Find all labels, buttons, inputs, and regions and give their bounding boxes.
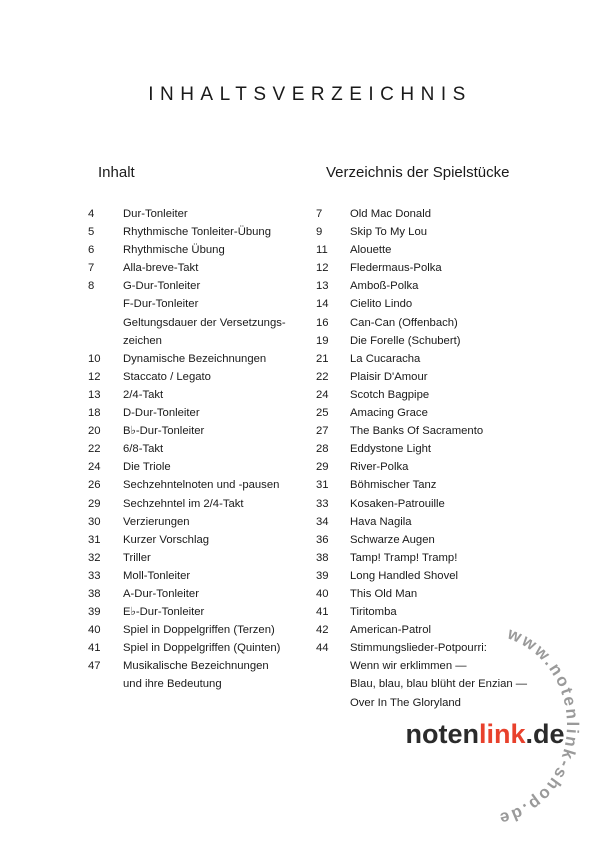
contents-entry-title: Sechzehntel im 2/4-Takt [123, 497, 244, 510]
contents-entry-title: A-Dur-Tonleiter [123, 587, 199, 600]
piece-page-number: 33 [316, 497, 329, 510]
contents-row [88, 621, 308, 639]
piece-row [316, 440, 566, 458]
piece-row [316, 350, 566, 368]
watermark-ring-text: www.notenlink-shop.de [495, 623, 583, 829]
piece-entry-title: Hava Nagila [350, 515, 412, 528]
contents-page-number: 24 [88, 461, 101, 474]
piece-row [316, 549, 566, 567]
contents-row [88, 639, 308, 657]
piece-entry-title: Amacing Grace [350, 407, 428, 420]
piece-row [316, 314, 566, 332]
piece-page-number: 11 [316, 244, 328, 257]
piece-page-number: 19 [316, 334, 329, 347]
contents-page-number [88, 314, 123, 332]
contents-page-number: 22 [88, 443, 101, 456]
contents-row [88, 585, 308, 603]
contents-row [88, 332, 308, 350]
contents-entry-title: Sechzehntelnoten und -pausen [123, 479, 280, 492]
contents-page-number: 32 [88, 551, 101, 564]
contents-row [88, 422, 308, 440]
contents-page-number: 40 [88, 624, 101, 637]
contents-page-number: 13 [88, 388, 101, 401]
watermark-stamp [385, 615, 585, 835]
contents-entry-title: Musikalische Bezeichnungen [123, 660, 269, 673]
contents-page-number: 7 [88, 262, 95, 275]
contents-page-number [88, 675, 123, 693]
contents-entry-title: Verzierungen [123, 515, 190, 528]
piece-entry-title: Kosaken-Patrouille [350, 497, 445, 510]
piece-row [316, 404, 566, 422]
contents-entry-title: Alla-breve-Takt [123, 262, 199, 275]
contents-entry-title: 6/8-Takt [123, 443, 164, 456]
piece-row [316, 422, 566, 440]
piece-page-number: 40 [316, 587, 329, 600]
piece-page-number [316, 675, 350, 693]
piece-entry-title: Böhmischer Tanz [350, 479, 437, 492]
piece-entry-title: Alouette [350, 244, 392, 257]
contents-entry-title: F-Dur-Tonleiter [123, 298, 199, 311]
piece-row [316, 295, 566, 313]
contents-page-number: 31 [88, 533, 101, 546]
piece-page-number: 25 [316, 407, 329, 420]
piece-page-number: 14 [316, 298, 329, 311]
contents-row [88, 513, 308, 531]
piece-page-number: 36 [316, 533, 329, 546]
piece-page-number [316, 694, 350, 712]
contents-page-number: 41 [88, 642, 101, 655]
piece-row [316, 567, 566, 585]
contents-page-number: 6 [88, 244, 95, 257]
piece-row [316, 205, 566, 223]
piece-page-number: 41 [316, 606, 329, 619]
piece-row [316, 476, 566, 494]
piece-page-number: 42 [316, 624, 329, 637]
piece-row [316, 332, 566, 350]
contents-entry-title: Dur-Tonleiter [123, 208, 188, 220]
contents-heading: Inhalt [98, 164, 135, 181]
piece-page-number [316, 657, 350, 675]
contents-row [88, 205, 308, 223]
contents-entry-title: 2/4-Takt [123, 388, 164, 401]
piece-entry-title: Old Mac Donald [350, 208, 431, 220]
contents-entry-title: Geltungsdauer der Versetzungs- [123, 316, 286, 329]
piece-page-number: 22 [316, 370, 329, 383]
piece-entry-title: Schwarze Augen [350, 533, 435, 546]
contents-page-number: 4 [88, 208, 95, 220]
piece-row [316, 223, 566, 241]
piece-page-number: 9 [316, 226, 323, 239]
piece-entry-title: Tiritomba [350, 606, 397, 619]
contents-page-number: 39 [88, 606, 101, 619]
piece-row [316, 585, 566, 603]
contents-page-number: 38 [88, 587, 101, 600]
piece-entry-title: Fledermaus-Polka [350, 262, 442, 275]
piece-page-number: 21 [316, 352, 329, 365]
contents-page-number: 33 [88, 569, 101, 582]
contents-page-number: 10 [88, 352, 101, 365]
page-title: INHALTSVERZEICHNIS [148, 84, 472, 105]
contents-entry-title: Kurzer Vorschlag [123, 533, 210, 546]
contents-entry-title: G-Dur-Tonleiter [123, 280, 201, 293]
contents-row [88, 458, 308, 476]
contents-row [88, 531, 308, 549]
contents-entry-title: B♭-Dur-Tonleiter [123, 425, 205, 438]
contents-entry-title: Moll-Tonleiter [123, 569, 191, 582]
piece-page-number: 38 [316, 551, 329, 564]
piece-entry-title: Stimmungslieder-Potpourri: [350, 642, 487, 655]
piece-entry-title: Can-Can (Offenbach) [350, 316, 458, 329]
piece-page-number: 44 [316, 642, 329, 655]
piece-page-number: 12 [316, 262, 329, 275]
contents-row [88, 440, 308, 458]
contents-row [88, 368, 308, 386]
contents-row [88, 476, 308, 494]
contents-row [88, 241, 308, 259]
piece-page-number: 13 [316, 280, 329, 293]
piece-entry-title: This Old Man [350, 587, 418, 600]
contents-row [88, 295, 308, 313]
contents-row [88, 314, 308, 332]
piece-entry-title: Amboß-Polka [350, 280, 419, 293]
contents-page-number: 8 [88, 280, 95, 293]
piece-row [316, 458, 566, 476]
contents-page-number: 5 [88, 226, 95, 239]
contents-row [88, 603, 308, 621]
contents-row [88, 549, 308, 567]
contents-entry-title: zeichen [123, 334, 162, 347]
piece-entry-title: Skip To My Lou [350, 226, 428, 239]
contents-row [88, 567, 308, 585]
watermark-center-text: notenlink.de [405, 719, 565, 749]
contents-entry-title: Die Triole [123, 461, 171, 474]
pieces-heading: Verzeichnis der Spielstücke [326, 164, 510, 181]
piece-entry-title: Blau, blau, blau blüht der Enzian — [350, 678, 528, 691]
piece-row [316, 259, 566, 277]
piece-page-number: 7 [316, 208, 323, 220]
contents-row [88, 223, 308, 241]
contents-row [88, 657, 308, 675]
piece-page-number: 29 [316, 461, 329, 474]
contents-entry-title: E♭-Dur-Tonleiter [123, 606, 205, 619]
piece-page-number: 28 [316, 443, 329, 456]
piece-page-number: 16 [316, 316, 329, 329]
contents-page-number: 26 [88, 479, 101, 492]
contents-page-number: 20 [88, 425, 101, 438]
contents-entry-title: Triller [123, 551, 151, 564]
contents-entry-title: Rhythmische Übung [123, 244, 225, 257]
piece-row [316, 531, 566, 549]
piece-entry-title: River-Polka [350, 461, 409, 474]
contents-entry-title: Staccato / Legato [123, 370, 211, 383]
contents-page-number [88, 332, 123, 350]
piece-row [316, 495, 566, 513]
piece-page-number: 39 [316, 569, 329, 582]
piece-entry-title: La Cucaracha [350, 352, 421, 365]
contents-entry-title: Spiel in Doppelgriffen (Quinten) [123, 642, 281, 655]
contents-entry-title: Rhythmische Tonleiter-Übung [123, 226, 271, 239]
piece-entry-title: Over In The Gloryland [350, 696, 461, 709]
piece-row [316, 241, 566, 259]
piece-entry-title: American-Patrol [350, 624, 431, 637]
piece-row [316, 277, 566, 295]
piece-page-number: 24 [316, 388, 329, 401]
contents-row [88, 386, 308, 404]
piece-row [316, 386, 566, 404]
contents-page-number: 18 [88, 407, 101, 420]
piece-entry-title: Tamp! Tramp! Tramp! [350, 551, 458, 564]
piece-entry-title: Cielito Lindo [350, 298, 413, 311]
contents-entry-title: D-Dur-Tonleiter [123, 407, 200, 420]
contents-entry-title: und ihre Bedeutung [123, 678, 222, 691]
watermark-svg [385, 615, 585, 835]
contents-row [88, 350, 308, 368]
piece-entry-title: Die Forelle (Schubert) [350, 334, 461, 347]
piece-row [316, 513, 566, 531]
contents-row [88, 495, 308, 513]
contents-row [88, 404, 308, 422]
contents-row [88, 675, 308, 693]
piece-entry-title: Scotch Bagpipe [350, 388, 430, 401]
contents-row [88, 259, 308, 277]
contents-entry-title: Spiel in Doppelgriffen (Terzen) [123, 624, 275, 637]
contents-page-number [88, 295, 123, 313]
piece-entry-title: Eddystone Light [350, 443, 432, 456]
contents-page-number: 47 [88, 660, 101, 673]
contents-page-number: 12 [88, 370, 101, 383]
piece-entry-title: Wenn wir erklimmen — [350, 660, 467, 673]
piece-page-number: 34 [316, 515, 329, 528]
contents-page-number: 30 [88, 515, 101, 528]
contents-row [88, 277, 308, 295]
piece-page-number: 27 [316, 425, 329, 438]
contents-page-number: 29 [88, 497, 101, 510]
piece-entry-title: Long Handled Shovel [350, 569, 459, 582]
contents-entry-title: Dynamische Bezeichnungen [123, 352, 267, 365]
piece-entry-title: The Banks Of Sacramento [350, 425, 484, 438]
piece-page-number: 31 [316, 479, 329, 492]
piece-entry-title: Plaisir D'Amour [350, 370, 428, 383]
contents-list [88, 205, 308, 694]
piece-row [316, 368, 566, 386]
